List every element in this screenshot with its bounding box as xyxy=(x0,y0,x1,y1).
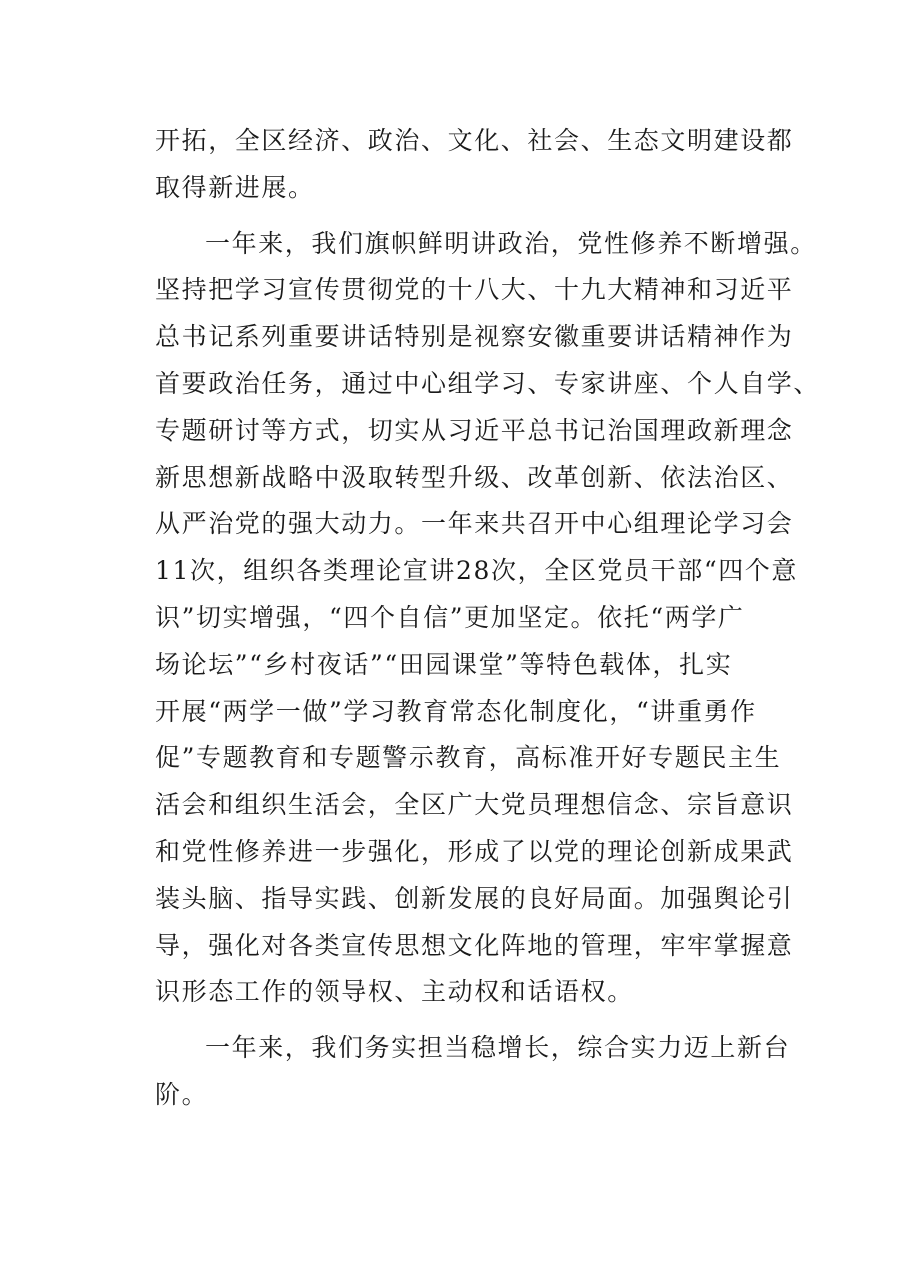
text-line: 促”专题教育和专题警示教育，高标准开好专题民主生 xyxy=(155,743,782,773)
text-line: 开拓，全区经济、政治、文化、社会、生态文明建设都 xyxy=(155,126,794,155)
text-line: 活会和组织生活会，全区广大党员理想信念、宗旨意识 xyxy=(155,790,794,820)
text-line: 新思想新战略中汲取转型升级、改革创新、依法治区、 xyxy=(155,462,794,492)
text-line: 坚持把学习宣传贯彻党的十八大、十九大精神和习近平 xyxy=(155,275,794,305)
text-line: 专题研讨等方式，切实从习近平总书记治国理政新理念 xyxy=(155,415,794,445)
text-line: 阶。 xyxy=(155,1079,209,1109)
paragraph-gap xyxy=(155,212,775,221)
text-line: 一年来，我们务实担当稳增长，综合实力迈上新台 xyxy=(205,1033,791,1063)
paragraph-gap xyxy=(155,1016,775,1025)
body-text xyxy=(155,118,821,1119)
text-line: 一年来，我们旗帜鲜明讲政治，党性修养不断增强。 xyxy=(205,228,817,258)
paragraph xyxy=(155,118,794,212)
text-line: 11次，组织各类理论宣讲28次，全区党员干部“四个意 xyxy=(155,556,799,586)
text-line: 总书记系列重要讲话特别是视察安徽重要讲话精神作为 xyxy=(155,322,794,352)
text-line: 识形态工作的领导权、主动权和话语权。 xyxy=(155,977,634,1007)
text-line: 装头脑、指导实践、创新发展的良好局面。加强舆论引 xyxy=(155,883,794,913)
text-line: 导，强化对各类宣传思想文化阵地的管理，牢牢掌握意 xyxy=(155,930,794,960)
text-line: 和党性修养进一步强化，形成了以党的理论创新成果武 xyxy=(155,836,794,866)
text-line: 开展“两学一做”学习教育常态化制度化，“讲重勇作 xyxy=(155,696,757,726)
text-line: 从严治党的强大动力。一年来共召开中心组理论学习会 xyxy=(155,509,794,539)
text-line: 首要政治任务，通过中心组学习、专家讲座、个人自学、 xyxy=(155,368,821,398)
text-line: 场论坛”“乡村夜话”“田园课堂”等特色载体，扎实 xyxy=(155,649,733,679)
text-line: 识”切实增强，“四个自信”更加坚定。依托“两学广 xyxy=(155,602,745,632)
text-line: 取得新进展。 xyxy=(155,172,315,202)
paragraph xyxy=(155,221,821,1017)
paragraph xyxy=(155,1025,791,1119)
